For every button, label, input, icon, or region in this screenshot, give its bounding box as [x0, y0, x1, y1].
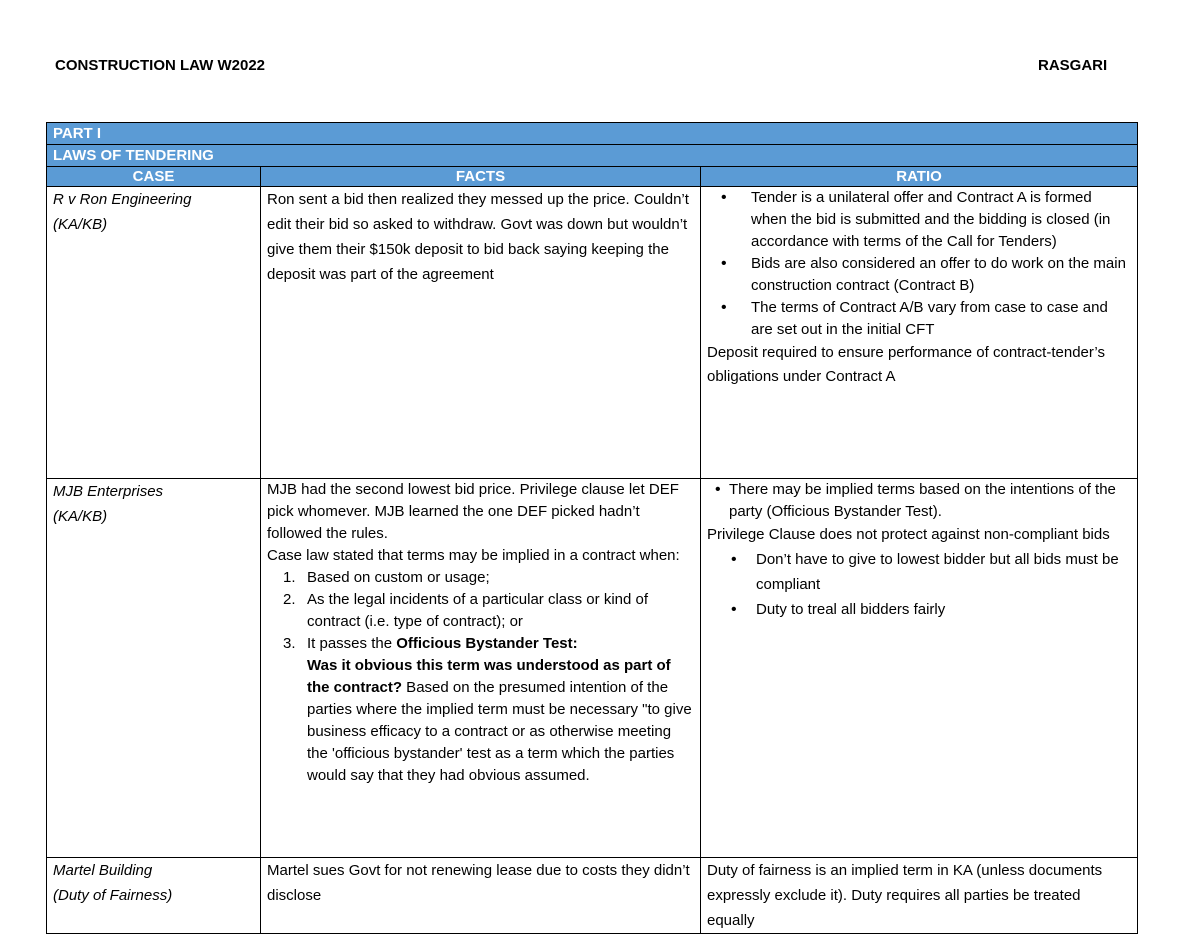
facts-case-law: Case law stated that terms may be implied in a contract when:	[267, 547, 680, 564]
ratio-cell	[701, 858, 1138, 934]
ratio-bullet-list	[707, 187, 1131, 341]
case-tag: (KA/KB)	[53, 216, 108, 233]
list-item: • The terms of Contract A/B vary from case to case and are set out in the initial CFT	[707, 297, 1131, 341]
case-cell	[47, 187, 261, 479]
table-row	[47, 187, 1138, 479]
column-header-ratio: RATIO	[701, 167, 1138, 187]
facts-text: Martel sues Govt for not renewing lease due to costs they didn’t disclose	[267, 862, 690, 904]
list-item-lead: It passes the	[307, 635, 397, 652]
officious-bystander-label: Officious Bystander Test:	[396, 635, 578, 652]
facts-text: Ron sent a bid then realized they messed up the price. Couldn’t edit their bid so asked to withdraw. Govt was down but wouldn’t give them their $150k deposit to bid back saying keeping the deposit was part of the agreement	[267, 191, 689, 283]
column-header-row	[47, 167, 1138, 187]
case-tag: (KA/KB)	[53, 508, 108, 525]
section-title: LAWS OF TENDERING	[47, 145, 1138, 167]
facts-cell	[261, 187, 701, 479]
case-cell	[47, 479, 261, 858]
column-header-facts: FACTS	[261, 167, 701, 187]
implied-terms-list	[267, 567, 694, 787]
list-item: • Bids are also considered an offer to do work on the main construction contract (Contract B)	[707, 253, 1131, 297]
list-item: 2. As the legal incidents of a particular class or kind of contract (i.e. type of contract); or	[283, 591, 649, 630]
ratio-text: Duty of fairness is an implied term in KA (unless documents expressly exclude it). Duty requires all parties be treated equally	[707, 862, 1103, 929]
ratio-cell	[701, 479, 1138, 858]
list-item: • There may be implied terms based on the intentions of the party (Officious Bystander Test).	[701, 479, 1131, 523]
facts-text: MJB had the second lowest bid price. Privilege clause let DEF pick whomever. MJB learned the one DEF picked hadn’t followed the rules.	[267, 481, 679, 542]
list-item: • Tender is a unilateral offer and Contract A is formed when the bid is submitted and the bidding is closed (in accordance with terms of the Call for Tenders)	[707, 187, 1131, 253]
ratio-text: Privilege Clause does not protect against non-compliant bids	[707, 526, 1110, 543]
facts-cell	[261, 479, 701, 858]
case-notes-table	[46, 122, 1138, 934]
test-question: Was it obvious this term was understood as part of the contract?	[307, 657, 671, 696]
list-item-text: Based on custom or usage;	[307, 569, 490, 586]
case-name: R v Ron Engineering	[53, 191, 192, 208]
author-name: RASGARI	[1038, 57, 1108, 74]
table-row	[47, 479, 1138, 858]
ratio-cell	[701, 187, 1138, 479]
table-row	[47, 858, 1138, 934]
course-title: CONSTRUCTION LAW W2022	[55, 57, 266, 74]
list-item-text: As the legal incidents of a particular class or kind of contract (i.e. type of contract); or	[307, 591, 649, 630]
case-cell	[47, 858, 261, 934]
ratio-bullet-list	[701, 479, 1131, 523]
section-band	[47, 145, 1138, 167]
facts-cell	[261, 858, 701, 934]
ratio-sub-bullets	[701, 547, 1131, 622]
list-item: 1. Based on custom or usage;	[283, 569, 490, 586]
test-explanation: Based on the presumed intention of the parties where the implied term must be necessary "to give business efficacy to a contract or as otherwise meeting the 'officious bystander' test as a term which the parties would say that they had obvious assumed.	[307, 679, 692, 784]
part-title: PART I	[47, 123, 1138, 145]
case-tag: (Duty of Fairness)	[53, 887, 173, 904]
ratio-text: Deposit required to ensure performance of contract-tender’s obligations under Contract A	[707, 344, 1105, 385]
case-name: Martel Building	[53, 862, 153, 879]
list-item: 3. It passes the Officious Bystander Test: Was it obvious this term was understood as part of the contract? Based on the presumed intention of the parties where the implied term must be necessary "to give business efficacy to a contract or as otherwise meeting the 'officious bystander' test as a term which the parties would say that they had obvious assumed.	[283, 635, 692, 784]
list-item: • Don’t have to give to lowest bidder but all bids must be compliant	[701, 547, 1131, 597]
column-header-case: CASE	[47, 167, 261, 187]
case-name: MJB Enterprises	[53, 483, 164, 500]
part-band	[47, 123, 1138, 145]
list-item: • Duty to treal all bidders fairly	[701, 597, 1131, 622]
